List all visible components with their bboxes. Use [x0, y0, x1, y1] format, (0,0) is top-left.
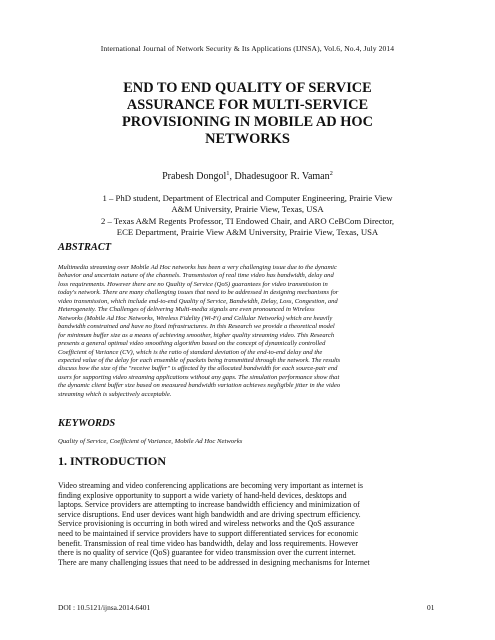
abstract-line: expected value of the delay for each ensemble of packets being transmitted through the network. The results [58, 356, 341, 364]
author-1-name: Prabesh Dongol [162, 171, 227, 182]
introduction-line: service disruptions. End user devices want high bandwidth and are driving spectrum efficiency. [58, 509, 361, 519]
affiliation-1 [60, 193, 435, 214]
affiliation-line: 2 – Texas A&M Regents Professor, TI Endowed Chair, and ARO CeBCom Director, [100, 216, 395, 226]
author-2-superscript: 2 [329, 170, 333, 177]
abstract-line: Heterogeneity. The Challenges of delivering Multi-media signals are even pronounced in Wireless [58, 306, 315, 314]
title-line: ASSURANCE FOR MULTI-SERVICE [126, 97, 369, 113]
abstract-line: the dynamic client buffer size based on measured bandwidth variation achieves negligible jitter in the video [58, 382, 341, 390]
author-1-superscript: 1 [226, 170, 230, 177]
abstract-line: presents a general optimal video smoothing algorithm based on the concept of dynamically controlled [58, 340, 326, 348]
author-separator: , [229, 171, 235, 182]
abstract-heading: ABSTRACT [58, 242, 112, 253]
introduction-line: need to be maintained if service providers have to support differentiated services for economic [58, 528, 359, 538]
author-line [0, 171, 495, 182]
abstract-line: Coefficient of Variance (CV), which is the ratio of standard deviation of the end-to-end delay and the [58, 348, 323, 356]
journal-header: International Journal of Network Security & Its Applications (IJNSA), Vol.6, No.4, July 2014 [100, 44, 395, 53]
paper-title [60, 80, 435, 148]
abstract-line: bandwidth constrained and have no fixed infrastructures. In this Research we provide a theoretical model [58, 323, 335, 331]
abstract-line: today's network. There are many challenging issues that need to be addressed in designing mechanisms for [58, 289, 339, 297]
abstract-line: discuss how the size of the "receive buffer" is affected by the allocated bandwidth for each source-pair end [58, 365, 338, 373]
introduction-line: laptops. Service providers are attempting to increase bandwidth efficiency and minimization of [58, 500, 360, 510]
abstract-line: for minimum buffer size as a means of achieving smoother, higher quality streaming video. This Research [58, 331, 335, 339]
affiliation-line: ECE Department, Prairie View A&M University, Prairie View, Texas, USA [116, 226, 379, 237]
affiliation-2 [60, 216, 435, 237]
introduction-body [58, 481, 438, 567]
introduction-line: there is no quality of service (QoS) guarantee for video transmission over the current internet. [58, 548, 356, 558]
affiliation-line: A&M University, Prairie View, Texas, USA [171, 203, 324, 214]
footer-doi: DOI : 10.5121/ijnsa.2014.6401 [58, 603, 151, 612]
abstract-line: streaming which is subjectively acceptable. [58, 390, 172, 398]
author-2-name: Dhadesugoor R. Vaman [234, 171, 330, 182]
abstract-line: users for supporting video streaming applications without any gaps. The simulation performance show that [58, 373, 340, 381]
abstract-body [58, 264, 416, 399]
introduction-line: There are many challenging issues that need to be addressed in designing mechanisms for Internet [58, 557, 370, 567]
introduction-line: finding explosive opportunity to support a wide variety of hand-held devices, desktops and [58, 490, 347, 500]
abstract-line: Multimedia streaming over Mobile Ad Hoc networks has been a very challenging issue due to the dynamic [58, 264, 337, 271]
footer-page-number: 01 [427, 603, 435, 612]
title-line: NETWORKS [205, 131, 290, 147]
introduction-line: Video streaming and video conferencing applications are becoming very important as internet is [58, 481, 364, 490]
abstract-line: behavior and uncertain nature of the channels. Transmission of real time video has bandwidth, delay and [58, 272, 334, 280]
introduction-line: Service provisioning is occurring in both wired and wireless networks and the QoS assurance [58, 519, 355, 529]
title-line: PROVISIONING IN MOBILE AD HOC [121, 114, 374, 130]
abstract-line: Networks (Mobile Ad Hoc Networks, Wireless Fidelity (Wi-Fi) and Cellular Networks) which are heavily [58, 314, 333, 322]
abstract-line: loss requirements. However there are no Quality of Service (QoS) guarantees for video transmission in [58, 280, 328, 288]
keywords-text: Quality of Service, Coefficient of Variance, Mobile Ad Hoc Networks [58, 438, 243, 445]
introduction-heading: 1. INTRODUCTION [58, 454, 167, 468]
affiliation-line: 1 – PhD student, Department of Electrical and Computer Engineering, Prairie View [102, 193, 393, 203]
title-line: END TO END QUALITY OF SERVICE [123, 80, 372, 96]
introduction-line: benefit. Transmission of real time video has bandwidth, delay and loss requirements. However [58, 538, 359, 548]
keywords-heading: KEYWORDS [58, 418, 116, 429]
abstract-line: video transmission, which include end-to-end Quality of Service, Bandwidth, Delay, Loss, Congestion, and [58, 297, 338, 305]
